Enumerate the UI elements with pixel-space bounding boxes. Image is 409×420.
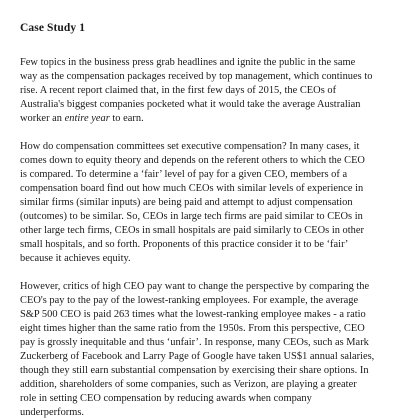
paragraph-1-line-1: Few topics in the business press grab headlines and ignite the public in the same	[20, 57, 356, 68]
paragraph-3-line-10: underperforms.	[20, 407, 85, 418]
paragraph-3-line-5: pay is grossly inequitable and thus ‘unfair’. In response, many CEOs, such as Mark	[20, 337, 369, 348]
paragraph-2-line-6: (outcomes) to be similar. So, CEOs in large tech firms are paid similar to CEOs in	[20, 211, 363, 222]
paragraph-3-line-1: However, critics of high CEO pay want to change the perspective by comparing the	[20, 281, 370, 292]
paragraph-2-line-1: How do compensation committees set executive compensation? In many cases, it	[20, 141, 360, 152]
paragraph-2-line-3: is compared. To determine a ‘fair’ level of pay for a given CEO, members of a	[20, 169, 348, 180]
paragraph-3-line-8: addition, shareholders of some companies, such as Verizon, are playing a greater	[20, 379, 357, 390]
paragraph-3-line-9: role in setting CEO compensation by reducing awards when company	[20, 393, 312, 404]
paragraph-3-line-7: though they still earn substantial compensation by exercising their share options. In	[20, 365, 369, 376]
emphasis-entire-year: entire year	[64, 113, 110, 124]
paragraph-3-line-6: Zuckerberg of Facebook and Larry Page of Google have taken US$1 annual salaries,	[20, 351, 375, 362]
paragraph-1-line-2: way as the compensation packages received by top management, which continues to	[20, 71, 373, 82]
paragraph-3-line-4: eight times higher than the same ratio from the 1950s. From this perspective, CEO	[20, 323, 365, 334]
paragraph-2-line-5: similar firms (similar inputs) are being paid and attempt to adjust compensation	[20, 197, 353, 208]
paragraph-1-line-4: Australia's biggest companies pocketed what it would take the average Australian	[20, 99, 361, 110]
paragraph-2-line-9: because it achieves equity.	[20, 253, 131, 264]
paragraph-1-line-5	[20, 112, 144, 126]
paragraph-3-line-3: S&P 500 CEO is paid 263 times what the lowest-ranking employee makes - a ratio	[20, 309, 366, 320]
paragraph-3-line-2: CEO's pay to the pay of the lowest-ranking employees. For example, the average	[20, 295, 359, 306]
paragraph-1-line-5-start: worker an	[20, 113, 65, 124]
paragraph-2-line-7: other large tech firms, CEOs in small hospitals are paid similarly to CEOs in other	[20, 225, 365, 236]
paragraph-1-line-5-end: to earn.	[109, 113, 144, 124]
case-study-title: Case Study 1	[20, 22, 86, 34]
paragraph-2-line-8: small hospitals, and so forth. Proponents of this practice consider it to be ‘fair’	[20, 239, 349, 250]
paragraph-1-line-3: rise. A recent report claimed that, in the first few days of 2015, the CEOs of	[20, 85, 337, 96]
paragraph-2-line-4: compensation board find out how much CEOs with similar levels of experience in	[20, 183, 364, 194]
paragraph-2-line-2: comes down to equity theory and depends on the referent others to which the CEO	[20, 155, 365, 166]
